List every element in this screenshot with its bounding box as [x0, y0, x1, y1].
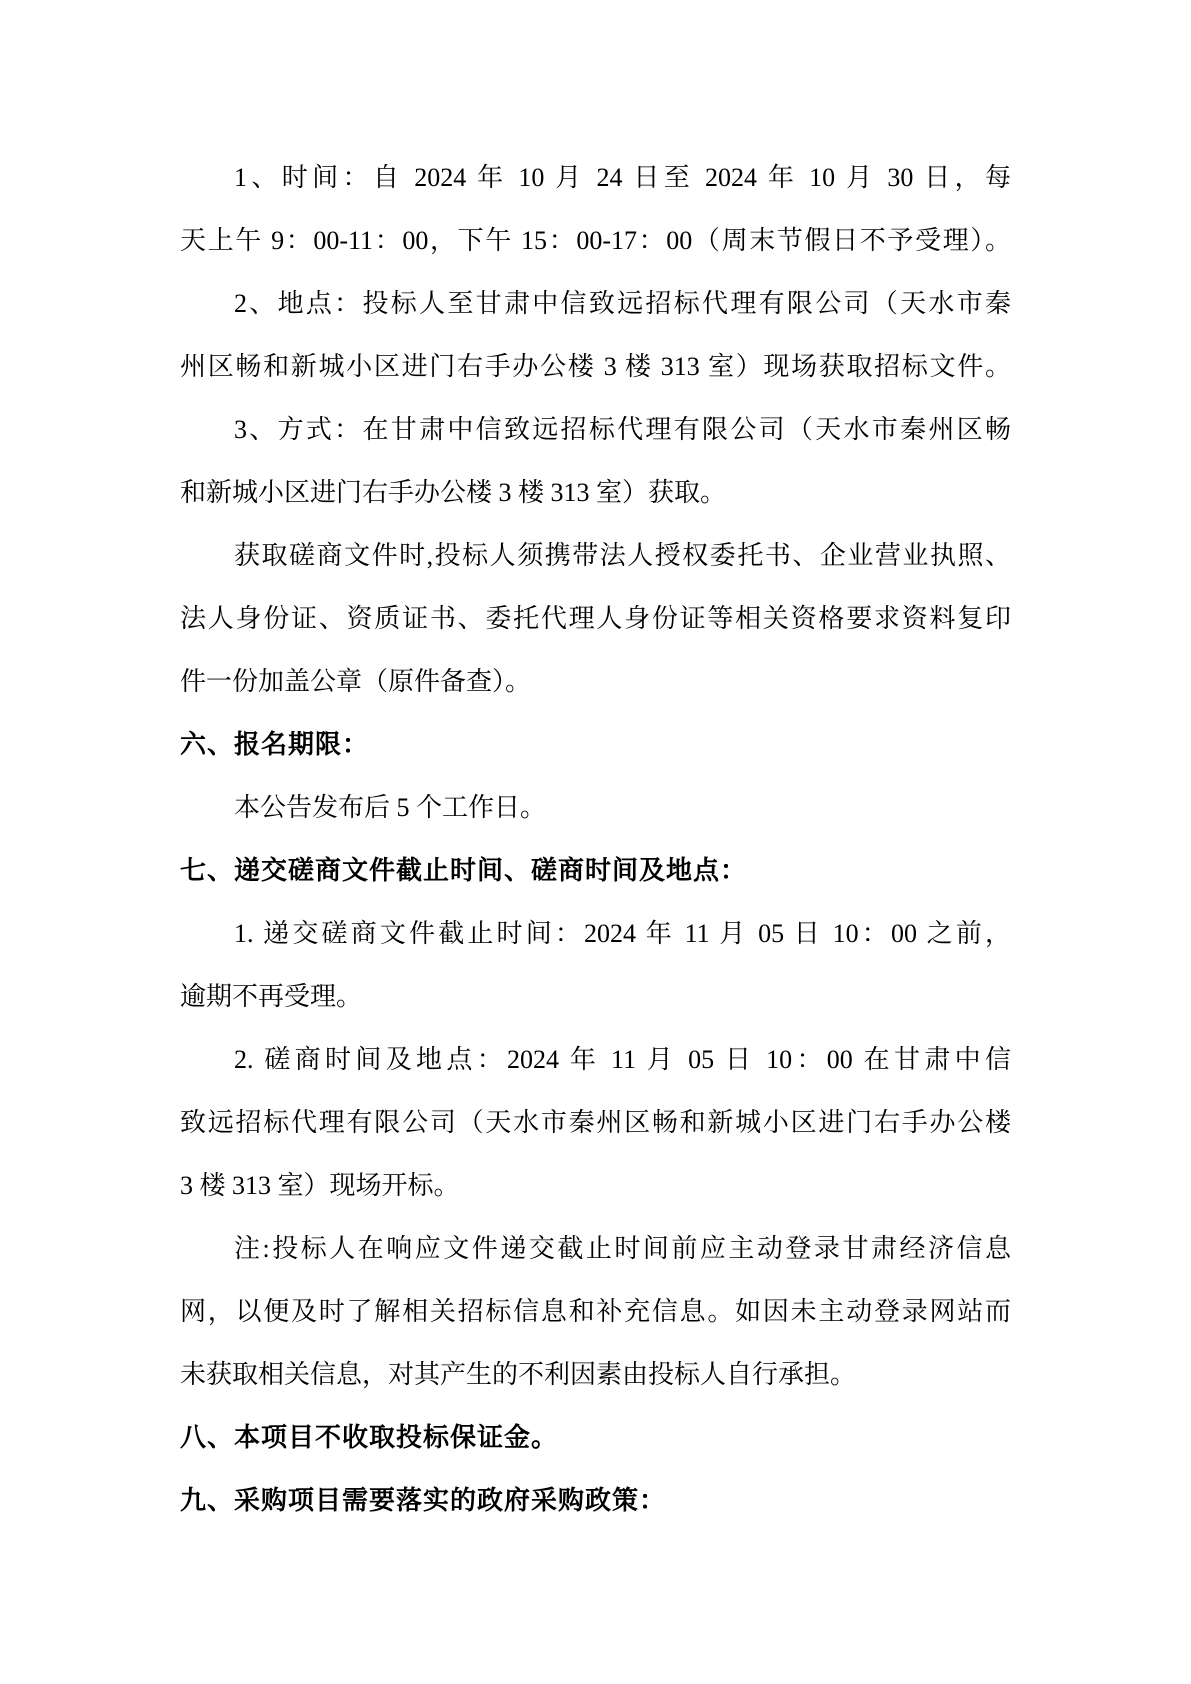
body-text-line: 网，以便及时了解相关招标信息和补充信息。如因未主动登录网站而 — [180, 1297, 1011, 1326]
body-text-line: 1. 递交磋商文件截止时间：2024 年 11 月 05 日 10：00 之前， — [234, 919, 1011, 948]
body-text-line: 致远招标代理有限公司（天水市秦州区畅和新城小区进门右手办公楼 — [180, 1108, 1011, 1137]
body-text-line: 本公告发布后 5 个工作日。 — [234, 793, 547, 822]
body-text-line: 1、时间：自 2024 年 10 月 24 日至 2024 年 10 月 30 日，每 — [234, 163, 1011, 192]
body-text-line: 未获取相关信息，对其产生的不利因素由投标人自行承担。 — [180, 1360, 857, 1389]
heading-section-7: 七、递交磋商文件截止时间、磋商时间及地点： — [180, 855, 748, 885]
body-text-line: 2、地点：投标人至甘肃中信致远招标代理有限公司（天水市秦 — [234, 289, 1011, 318]
body-text-line: 注:投标人在响应文件递交截止时间前应主动登录甘肃经济信息 — [234, 1234, 1011, 1263]
heading-section-6: 六、报名期限： — [180, 729, 370, 759]
heading-section-8: 八、本项目不收取投标保证金。 — [180, 1422, 559, 1452]
body-text-line: 获取磋商文件时,投标人须携带法人授权委托书、企业营业执照、 — [234, 541, 1011, 570]
body-text-line: 逾期不再受理。 — [180, 982, 363, 1011]
document-body — [180, 146, 1011, 1532]
body-text-line: 件一份加盖公章（原件备查）。 — [180, 667, 532, 696]
body-text-line: 法人身份证、资质证书、委托代理人身份证等相关资格要求资料复印 — [180, 604, 1011, 633]
heading-section-9: 九、采购项目需要落实的政府采购政策： — [180, 1485, 667, 1515]
body-text-line: 3、方式：在甘肃中信致远招标代理有限公司（天水市秦州区畅 — [234, 415, 1011, 444]
body-text-line: 州区畅和新城小区进门右手办公楼 3 楼 313 室）现场获取招标文件。 — [180, 352, 1011, 381]
body-text-line: 2. 磋商时间及地点：2024 年 11 月 05 日 10：00 在甘肃中信 — [234, 1045, 1011, 1074]
body-text-line: 3 楼 313 室）现场开标。 — [180, 1171, 460, 1200]
body-text-line: 天上午 9：00-11：00，下午 15：00-17：00（周末节假日不予受理）。 — [180, 226, 1011, 255]
body-text-line: 和新城小区进门右手办公楼 3 楼 313 室）获取。 — [180, 478, 727, 507]
